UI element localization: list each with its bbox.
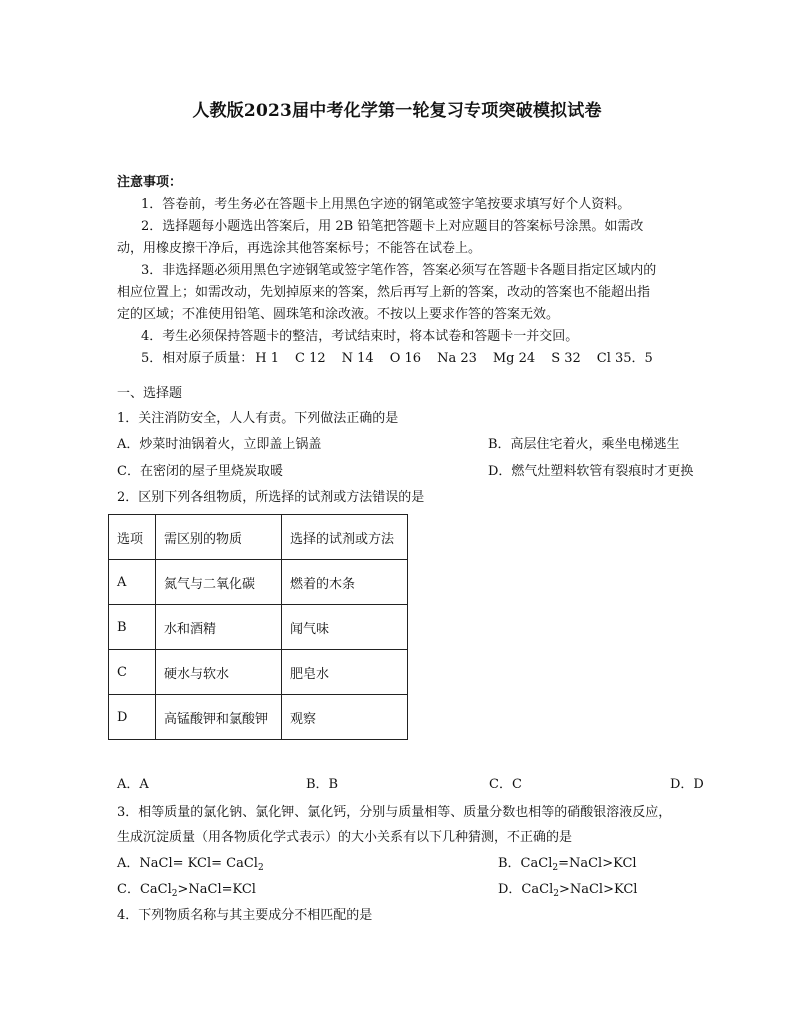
note-1: 1．答卷前，考生务必在答题卡上用黑色字迹的钢笔或签字笔按要求填写好个人资料。 [141, 197, 631, 212]
q3-d-text: D．CaCl [498, 882, 554, 897]
mass-cl: Cl 35．5 [596, 351, 653, 366]
table-row [109, 515, 408, 560]
table-row [109, 650, 408, 695]
table-cell: 硬水与软水 [156, 650, 282, 695]
table-cell: 水和酒精 [156, 605, 282, 650]
q4-stem: 4．下列物质名称与其主要成分不相匹配的是 [117, 908, 373, 923]
table-cell: 选项 [109, 515, 156, 560]
table-row [109, 695, 408, 740]
q3-b-sub: 2 [552, 863, 559, 873]
q2-option-a: A．A [117, 777, 149, 792]
table-cell: 高锰酸钾和氯酸钾 [156, 695, 282, 740]
q2-option-d: D．D [670, 777, 704, 792]
mass-mg: Mg 24 [492, 351, 536, 366]
note-3a: 3．非选择题必须用黑色字迹钢笔或签字笔作答，答案必须写在答题卡各题目指定区域内的 [141, 263, 657, 278]
q3-d-sub: 2 [553, 889, 559, 899]
q3-b-text: B．CaCl [498, 856, 553, 871]
table-cell: B [109, 605, 156, 650]
note-2a: 2．选择题每小题选出答案后，用 2B 铅笔把答题卡上对应题目的答案标号涂黑。如需改 [141, 219, 644, 234]
table-cell: 闻气味 [282, 605, 408, 650]
q3-option-a [117, 855, 264, 873]
q3-b-rest: =NaCl>KCl [558, 856, 637, 871]
mass-o: O 16 [389, 351, 422, 366]
note-5 [141, 350, 669, 368]
table-cell: 氮气与二氧化碳 [156, 560, 282, 605]
table-cell: 肥皂水 [282, 650, 408, 695]
mass-h: H 1 [255, 351, 280, 366]
q3-stem-1: 3．相等质量的氯化钠、氯化钾、氯化钙，分别与质量相等、质量分数也相等的硝酸银溶液反应， [117, 805, 672, 820]
note-3b: 相应位置上；如需改动，先划掉原来的答案，然后再写上新的答案，改动的答案也不能超出指 [117, 285, 651, 300]
note-4: 4．考生必须保持答题卡的整洁，考试结束时，将本试卷和答题卡一并交回。 [141, 329, 579, 344]
q1-option-b: B．高层住宅着火，乘坐电梯逃生 [488, 437, 680, 452]
q2-option-c: C．C [489, 777, 522, 792]
q2-table [108, 514, 408, 740]
q3-a-sub: 2 [257, 863, 264, 873]
q3-d-rest: >NaCl>KCl [558, 882, 638, 897]
q3-c-text: C．CaCl [117, 882, 172, 897]
section-heading: 一、选择题 [117, 386, 183, 401]
mass-n: N 14 [341, 351, 374, 366]
q3-option-b [498, 855, 637, 873]
q2-option-b: B．B [306, 777, 339, 792]
mass-na: Na 23 [437, 351, 477, 366]
q3-option-d [498, 881, 637, 899]
page-title: 人教版2023届中考化学第一轮复习专项突破模拟试卷 [192, 101, 602, 121]
table-cell: D [109, 695, 156, 740]
q3-a-text: A．NaCl= KCl= CaCl [117, 856, 258, 871]
table-cell: 燃着的木条 [282, 560, 408, 605]
q3-stem-2: 生成沉淀质量（用各物质化学式表示）的大小关系有以下几种猜测，不正确的是 [117, 830, 573, 845]
q3-c-rest: >NaCl=KCl [177, 882, 256, 897]
table-cell: 观察 [282, 695, 408, 740]
notes-heading: 注意事项： [117, 175, 183, 190]
q1-option-c: C．在密闭的屋子里烧炭取暖 [117, 464, 283, 479]
q3-option-c [117, 881, 256, 899]
note-5-label: 5．相对原子质量： [141, 351, 254, 366]
note-2b: 动，用橡皮擦干净后，再选涂其他答案标号；不能答在试卷上。 [117, 241, 482, 256]
table-cell: 需区别的物质 [156, 515, 282, 560]
q2-stem: 2．区别下列各组物质，所选择的试剂或方法错误的是 [117, 490, 425, 505]
table-cell: A [109, 560, 156, 605]
table-cell: 选择的试剂或方法 [282, 515, 408, 560]
q1-option-a: A．炒菜时油锅着火，立即盖上锅盖 [117, 437, 322, 452]
table-cell: C [109, 650, 156, 695]
mass-c: C 12 [295, 351, 326, 366]
table-row [109, 560, 408, 605]
mass-s: S 32 [551, 351, 581, 366]
note-3c: 定的区域；不准使用铅笔、圆珠笔和涂改液。不按以上要求作答的答案无效。 [117, 307, 560, 322]
q3-c-sub: 2 [171, 889, 178, 899]
q1-stem: 1．关注消防安全，人人有责。下列做法正确的是 [117, 411, 399, 426]
table-row [109, 605, 408, 650]
q1-option-d: D．燃气灶塑料软管有裂痕时才更换 [488, 464, 694, 479]
